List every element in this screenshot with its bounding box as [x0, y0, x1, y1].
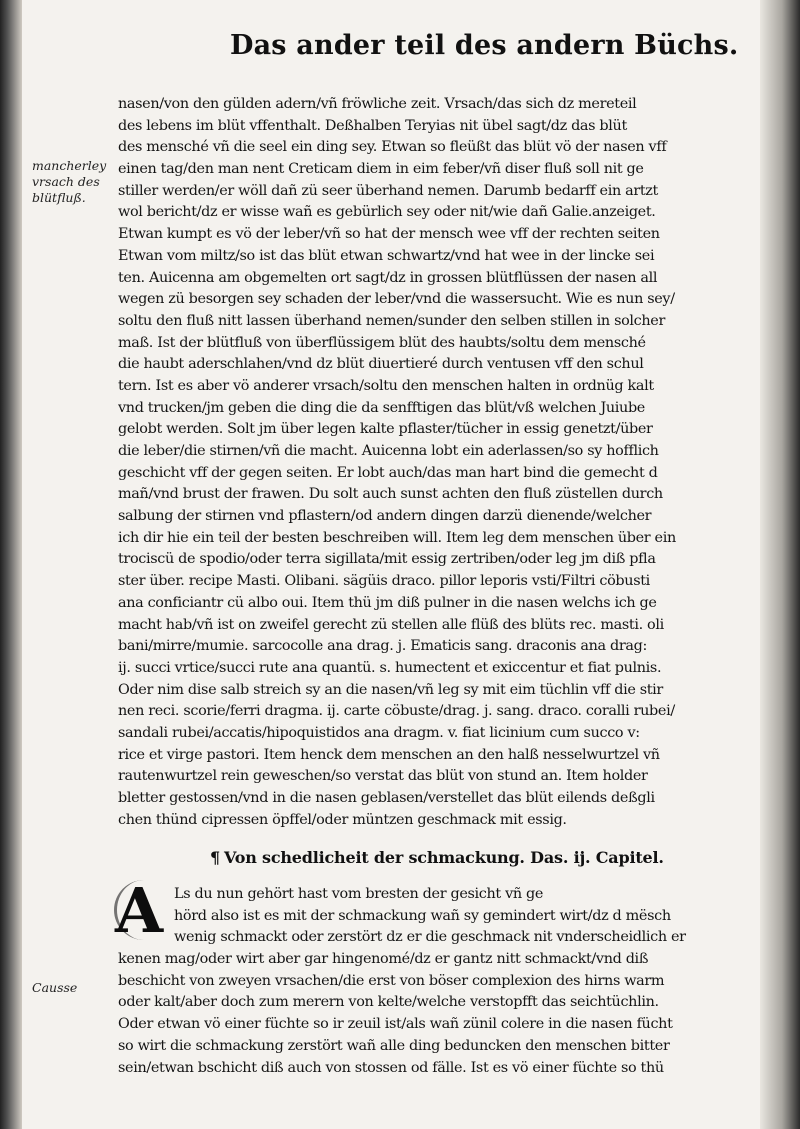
text-line: des lebens im blüt vffenthalt. Deßhalben Teryias nit übel sagt/dz das blüt [118, 117, 627, 134]
text-line: Etwan vom miltz/so ist das blüt etwan schwartz/vnd hat wee in der lincke sei [118, 247, 655, 264]
text-line: salbung der stirnen vnd pflastern/od andern dingen darzü dienende/welcher [118, 508, 652, 525]
show-through-mark [160, 30, 200, 66]
text-line: tern. Ist es aber vö anderer vrsach/soltu den menschen halten in ordnüg kalt [118, 377, 654, 394]
text-line: ana conficiantr cü albo oui. Item thü jm diß pulner in die nasen welchs ich ge [118, 594, 657, 611]
text-line: vnd trucken/jm geben die ding die da senfftigen das blüt/vß welchen Juiube [118, 399, 645, 416]
text-line: wol bericht/dz er wisse wañ es gebürlich sey oder nit/wie dañ Galie.anzeiget. [118, 204, 656, 221]
chapter-text-block [118, 884, 752, 1079]
text-line: ster über. recipe Masti. Olibani. sägüis draco. pillor leporis vsti/Filtri cöbusti [118, 573, 650, 590]
chapter-text-line: so wirt die schmackung zerstört wañ alle ding beduncken den menschen bitter [118, 1037, 670, 1054]
text-line: wegen zü besorgen sey schaden der leber/vnd die wassersucht. Wie es nun sey/ [118, 291, 675, 308]
initial-letter: A [114, 874, 164, 947]
text-line: rice et virge pastori. Item henck dem menschen an den halß nesselwurtzel vñ [118, 746, 660, 763]
chapter-text-line: sein/etwan bschicht diß auch von stossen od fälle. Ist es vö einer füchte so thü [118, 1059, 664, 1076]
text-line: Oder nim dise salb streich sy an die nasen/vñ leg sy mit eim tüchlin vff die stir [118, 681, 663, 698]
margin-note-causse: Causse [32, 980, 78, 995]
text-line: bletter gestossen/vnd in die nasen geblasen/verstellet das blüt eilends deßgli [118, 790, 655, 806]
text-line: geschicht vff der gegen seiten. Er lobt auch/das man hart bind die gemecht d [118, 464, 658, 481]
text-line: ten. Auicenna am obgemelten ort sagt/dz in grossen blütflüssen der nasen all [118, 269, 658, 286]
chapter-heading-text: Von schedlicheit der schmackung. Das. ij. Capitel. [223, 848, 664, 867]
text-line: die leber/die stirnen/vñ die macht. Auicenna lobt ein aderlassen/so sy hofflich [118, 443, 659, 459]
chapter-text-line: beschicht von zweyen vrsachen/die erst von böser complexion des hirns warm [118, 972, 665, 989]
pilcrow-mark: ¶ [210, 848, 220, 867]
text-line: gelobt werden. Solt jm über legen kalte pflaster/tücher in essig genetzt/über [118, 421, 653, 438]
chapter-text-line: hörd also ist es mit der schmackung wañ sy gemindert wirt/dz d mësch [174, 907, 671, 924]
chapter-text-line: Oder etwan vö einer füchte so ir zeuil ist/als wañ zünil colere in die nasen fücht [118, 1016, 673, 1033]
chapter-text-line: oder kalt/aber doch zum merern von kelte/welche verstopfft das seichtüchlin. [118, 994, 659, 1011]
chapter-text-line: wenig schmackt oder zerstört dz er die geschmack nit vnderscheidlich er [174, 929, 686, 946]
text-line: chen thünd cipressen öpffel/oder müntzen geschmack mit essig. [118, 811, 567, 828]
text-line: sandali rubei/accatis/hipoquistidos ana dragm. v. fiat licinium cum succo v: [118, 724, 640, 741]
running-head: Das ander teil des andern Büchs. [230, 30, 739, 61]
text-line: einen tag/den man nent Creticam diem in eim feber/vñ diser fluß soll nit ge [118, 161, 644, 178]
text-line: maß. Ist der blütfluß von überflüssigem blüt des haubts/soltu dem mensché [118, 334, 646, 351]
text-line: rautenwurtzel rein geweschen/so verstat das blüt von stund an. Item holder [118, 768, 648, 785]
text-line: bani/mirre/mumie. sarcocolle ana drag. j. Ematicis sang. draconis ana drag: [118, 638, 647, 655]
text-line: stiller werden/er wöll dañ zü seer überhand nemen. Darumb bedarff ein artzt [118, 182, 658, 199]
text-line: ij. succi vrtice/succi rute ana quantü. s. humectent et exiccentur et fiat pulnis. [118, 659, 662, 676]
text-line: mañ/vnd brust der frawen. Du solt auch sunst achten den fluß züstellen durch [118, 486, 663, 503]
chapter-text-line: Ls du nun gehört hast vom bresten der gesicht vñ ge [174, 886, 544, 902]
text-line: nen reci. scorie/ferri dragma. ij. carte cöbuste/drag. j. sang. draco. coralli rubei/ [118, 703, 675, 720]
text-line: trociscü de spodio/oder terra sigillata/mit essig zertriben/oder leg jm diß pfla [118, 551, 656, 568]
page-edge-right [760, 0, 800, 1129]
binding-shadow-left [0, 0, 22, 1129]
chapter-heading [210, 848, 690, 867]
text-line: nasen/von den gülden adern/vñ fröwliche zeit. Vrsach/das sich dz mereteil [118, 96, 637, 112]
text-line: macht hab/vñ ist on zweifel gerecht zü stellen alle flüß des blüts rec. masti. oli [118, 616, 664, 633]
chapter-text-line: kenen mag/oder wirt aber gar hingenomé/dz er gantz nitt schmackt/vnd diß [118, 951, 649, 968]
main-text-block [118, 94, 752, 831]
text-line: ich dir hie ein teil der besten beschreiben will. Item leg dem menschen über ein [118, 529, 676, 546]
text-line: soltu den fluß nitt lassen überhand nemen/sunder den selben stillen in solcher [118, 312, 665, 329]
text-line: die haubt aderschlahen/vnd dz blüt diuertieré durch ventusen vff den schul [118, 356, 644, 373]
margin-note-causes: mancherley vrsach des blütfluß. [32, 158, 107, 205]
text-line: Etwan kumpt es vö der leber/vñ so hat der mensch wee vff der rechten seiten [118, 226, 660, 243]
text-line: des mensché vñ die seel ein ding sey. Etwan so fleüßt das blüt vö der nasen vff [118, 139, 667, 156]
